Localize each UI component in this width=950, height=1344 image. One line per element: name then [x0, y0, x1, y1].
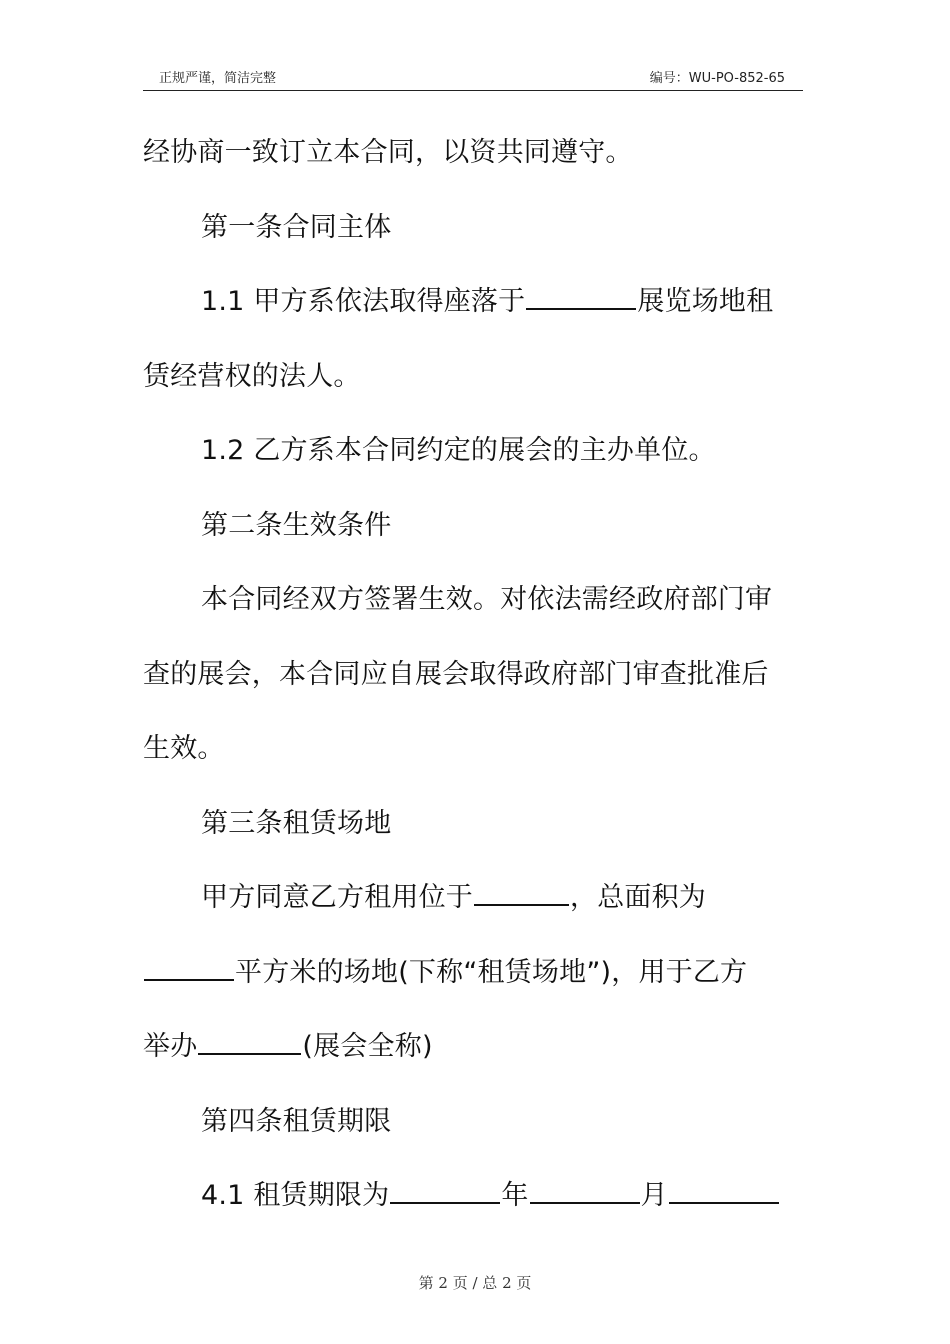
- page-number: 第 2 页 / 总 2 页: [418, 1274, 532, 1292]
- paragraph-2: 本合同经双方签署生效。对依法需经政府部门审: [201, 584, 773, 615]
- blank-field[interactable]: [669, 1182, 779, 1204]
- paragraph-1-1: 1.1 甲方系依法取得座落于 展览场地租: [201, 286, 774, 317]
- paragraph: 经协商一致订立本合同，以资共同遵守。: [143, 137, 633, 168]
- blank-field[interactable]: [144, 959, 234, 981]
- paragraph-3-end: 举办 (展会全称): [143, 1031, 433, 1062]
- article-4-title: 第四条租赁期限: [201, 1105, 392, 1137]
- blank-field[interactable]: [198, 1033, 301, 1055]
- paragraph-1-2: 1.2 乙方系本合同约定的展会的主办单位。: [201, 435, 716, 466]
- article-3-title: 第三条租赁场地: [201, 807, 392, 839]
- article-2-title: 第二条生效条件: [201, 509, 392, 541]
- paragraph-3-cont: 平方米的场地(下称“租赁场地”)，用于乙方: [143, 936, 805, 1011]
- blank-field[interactable]: [530, 1182, 640, 1204]
- paragraph-3: 甲方同意乙方租用位于 ，总面积为: [201, 882, 706, 913]
- paragraph-1-1-cont: 赁经营权的法人。: [143, 360, 361, 392]
- paragraph-2-end: 生效。: [143, 733, 225, 764]
- paragraph-4-1: 4.1 租赁期限为 年 月: [143, 1159, 805, 1234]
- article-1-title: 第一条合同主体: [201, 211, 392, 243]
- blank-field[interactable]: [390, 1182, 500, 1204]
- blank-field[interactable]: [526, 288, 636, 310]
- document-body: [143, 116, 805, 1234]
- page-header: [143, 64, 803, 91]
- paragraph-2-cont: 查的展会，本合同应自展会取得政府部门审查批准后: [143, 658, 769, 690]
- header-slogan: 正规严谨，简洁完整: [159, 71, 277, 86]
- blank-field[interactable]: [474, 884, 569, 906]
- document-number: 编号：WU-PO-852-65: [649, 71, 785, 86]
